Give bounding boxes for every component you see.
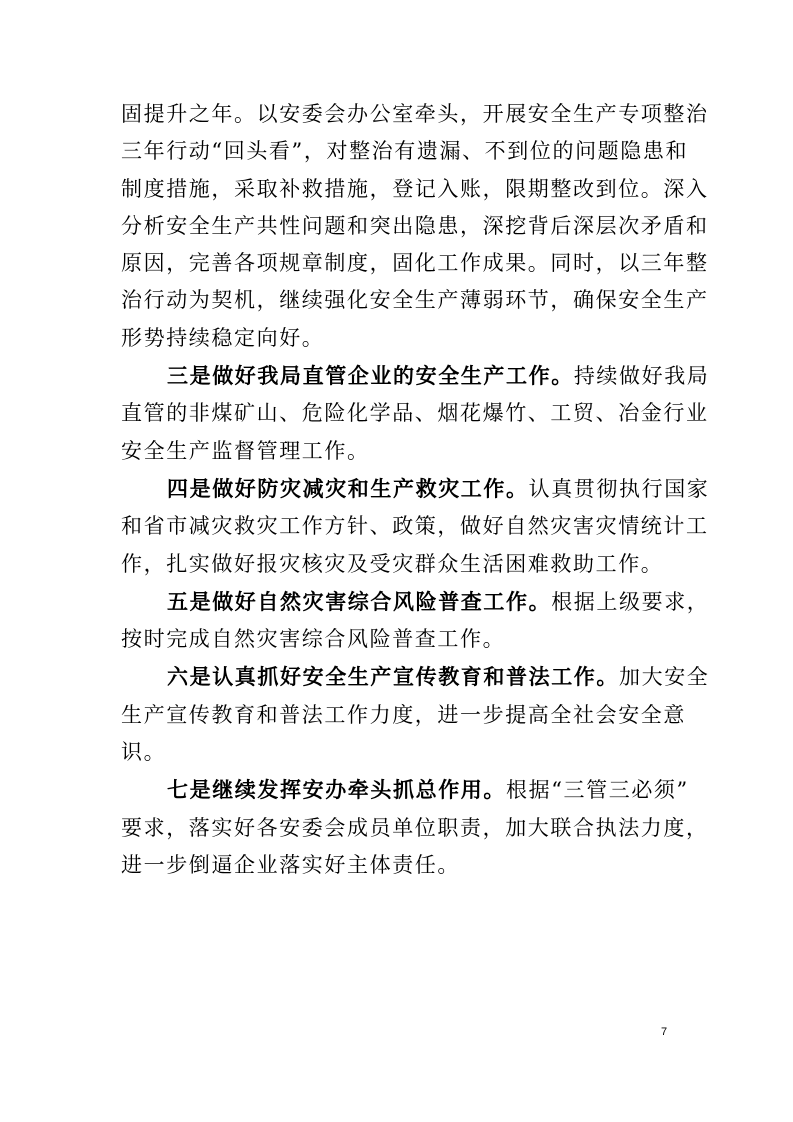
text-line xyxy=(121,658,710,696)
text-line: 制度措施，采取补救措施，登记入账，限期整改到位。深入 xyxy=(121,176,709,201)
text-line: 形势持续稳定向好。 xyxy=(121,325,325,350)
paragraph-item-3 xyxy=(121,357,710,470)
paragraph-item-5 xyxy=(121,583,710,659)
text-line: 识。 xyxy=(121,740,167,765)
text-line: 固提升之年。以安委会办公室牵头，开展安全生产专项整治 xyxy=(121,102,709,126)
text-line: 按时完成自然灾害综合风险普查工作。 xyxy=(121,627,506,652)
paragraph-text: 根据上级要求， xyxy=(551,589,710,614)
text-line: 作，扎实做好报灾核灾及受灾群众生活困难救助工作。 xyxy=(121,551,664,576)
body-text xyxy=(121,96,710,884)
text-line: 要求，落实好各安委会成员单位职责，加大联合执法力度， xyxy=(121,815,709,840)
text-line xyxy=(121,583,710,621)
paragraph-item-6 xyxy=(121,658,710,771)
paragraph-lead: 四是做好防灾减灾和生产救灾工作。 xyxy=(167,475,529,501)
paragraph-item-7 xyxy=(121,771,709,884)
text-line: 安全生产监督管理工作。 xyxy=(121,438,370,463)
paragraph-lead: 七是继续发挥安办牵头抓总作用。 xyxy=(167,777,506,803)
paragraph-text: 加大安全 xyxy=(619,665,710,690)
paragraph-lead: 六是认真抓好安全生产宣传教育和普法工作。 xyxy=(167,664,619,690)
text-line: 分析安全生产共性问题和突出隐患，深挖背后深层次矛盾和 xyxy=(121,213,709,238)
text-line: 三年行动“回头看”，对整治有遗漏、不到位的问题隐患和 xyxy=(121,139,689,164)
text-line xyxy=(121,771,689,809)
paragraph-text: 根据“三管三必须” xyxy=(506,778,689,803)
text-line: 进一步倒逼企业落实好主体责任。 xyxy=(121,852,460,877)
paragraph-lead: 五是做好自然灾害综合风险普查工作。 xyxy=(167,588,552,614)
paragraph-text: 持续做好我局 xyxy=(573,364,710,389)
paragraph-text: 认真贯彻执行国家 xyxy=(528,476,710,501)
text-line: 直管的非煤矿山、危险化学品、烟花爆竹、工贸、冶金行业 xyxy=(121,401,709,426)
paragraph-item-4 xyxy=(121,470,710,583)
text-line: 治行动为契机，继续强化安全生产薄弱环节，确保安全生产 xyxy=(121,288,709,313)
text-line: 原因，完善各项规章制度，固化工作成果。同时，以三年整 xyxy=(121,251,709,276)
text-line: 和省市减灾救灾工作方针、政策，做好自然灾害灾情统计工 xyxy=(121,514,709,539)
text-line: 生产宣传教育和普法工作力度，进一步提高全社会安全意 xyxy=(121,702,686,727)
text-line xyxy=(121,357,710,395)
text-line xyxy=(121,470,710,508)
paragraph-continuation xyxy=(121,96,709,357)
paragraph-lead: 三是做好我局直管企业的安全生产工作。 xyxy=(167,363,574,389)
page-number: 7 xyxy=(661,1026,668,1038)
